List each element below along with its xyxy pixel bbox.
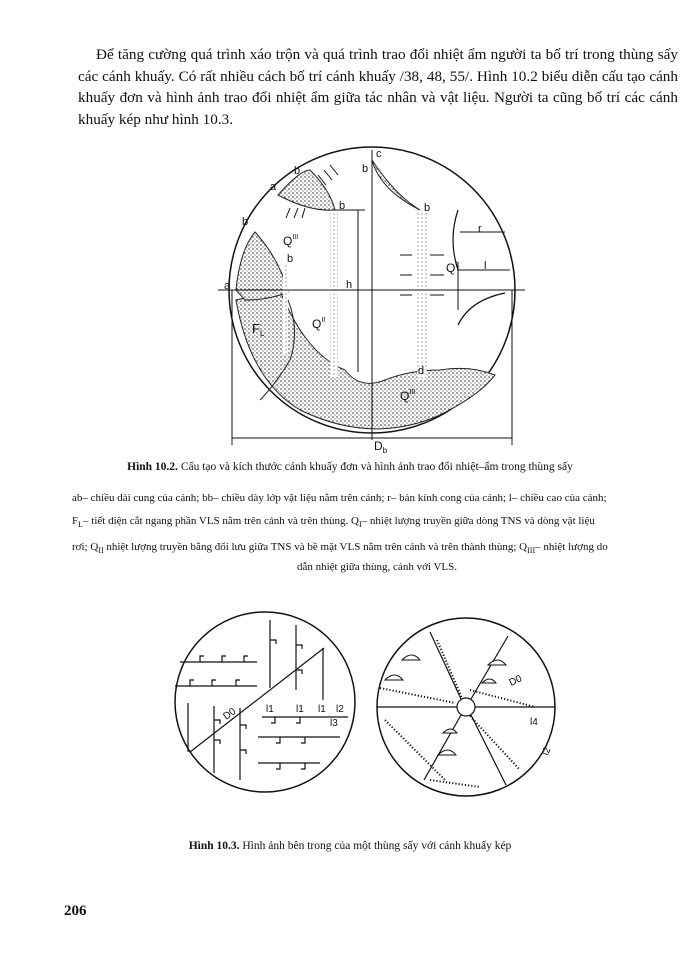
figure-10-3-caption — [0, 840, 700, 852]
legend-line — [72, 510, 682, 536]
label-d0: D0 — [221, 706, 239, 723]
label-l4: l4 — [530, 717, 538, 728]
drum-right — [377, 618, 555, 796]
legend-fl-sub: L — [78, 520, 84, 529]
label-q3: Q — [283, 234, 293, 248]
label-b: b — [362, 163, 369, 175]
label-c: c — [376, 148, 382, 160]
label-db-sub: b — [382, 446, 388, 455]
intro-paragraph-text: Để tăng cường quá trình xáo trộn và quá trình trao đổi nhiệt ẩm người ta bố trí trong thùng sấy các cánh khuấy. Có rất nhiều cách bố trí cánh khuấy /38, 48, 55/. Hình 10.2 biểu diễn cấu tạo cánh khuấy đơn và hình ảnh trao đổi nhiệt ẩm giữa tác nhân và vật liệu. Người ta cũng bố trí các cánh khuấy kép như hình 10.3. — [78, 46, 678, 128]
label-q3: Q — [400, 389, 410, 403]
legend-text: – tiết diện cắt ngang phần VLS nằm trên cánh và trên thùng. Q — [83, 515, 359, 527]
label-q2: Q — [312, 317, 322, 331]
label-l: l — [484, 260, 487, 272]
caption-text: Hình ảnh bên trong của một thùng sấy với cánh khuấy kép — [239, 840, 512, 852]
label-l1: l1 — [266, 704, 274, 715]
label-l1: l1 — [318, 704, 326, 715]
label-l3: l3 — [330, 718, 338, 729]
figure-10-3-diagram — [0, 600, 700, 810]
caption-label: Hình 10.2. — [127, 461, 178, 473]
label-l1: l1 — [296, 704, 304, 715]
drum-left — [175, 612, 355, 792]
svg-text:Db — [374, 439, 388, 455]
caption-label: Hình 10.3. — [188, 840, 240, 852]
label-q1-sup: I — [455, 261, 458, 268]
label-q3-sup: III — [409, 389, 416, 396]
label-d0: D0 — [507, 673, 524, 689]
svg-text:QI — [446, 261, 457, 275]
label-fl: F — [252, 321, 260, 336]
label-q1: Q — [446, 261, 456, 275]
label-b: b — [294, 165, 301, 177]
legend-text: rơi; Q — [72, 541, 99, 553]
label-q3-sup: III — [292, 234, 299, 241]
svg-text:QII — [312, 317, 325, 331]
legend-text: – nhiệt lượng do — [535, 541, 608, 553]
label-h: h — [346, 279, 353, 291]
figure-10-2-diagram — [0, 0, 700, 460]
label-r: r — [478, 223, 482, 235]
label-l2: l2 — [540, 745, 554, 758]
label-b: b — [424, 202, 431, 214]
label-b: b — [242, 216, 249, 228]
label-a: a — [224, 280, 231, 292]
legend-q2-sub: II — [98, 546, 104, 555]
label-a: a — [270, 181, 277, 193]
label-d: d — [418, 365, 425, 377]
figure-10-2-legend — [72, 487, 682, 579]
legend-line: dẫn nhiệt giữa thùng, cánh với VLS. — [296, 561, 458, 573]
label-q2-sup: II — [321, 317, 326, 324]
legend-fl: F — [72, 515, 79, 527]
label-fl-sub: L — [259, 329, 265, 338]
label-l2: l2 — [336, 704, 344, 715]
legend-text: – nhiệt lượng truyền giữa dòng TNS và dòng vật liệu — [361, 515, 595, 527]
label-b: b — [287, 253, 294, 265]
legend-line: ab– chiều dài cung của cánh; bb– chiều dày lớp vật liệu nằm trên cánh; r– bán kính cong của cánh; l– chiều cao của cánh; — [72, 492, 607, 504]
page-number: 206 — [64, 903, 87, 919]
svg-text:QIII — [283, 234, 298, 248]
figure-10-2-caption — [0, 461, 700, 473]
legend-text: nhiệt lượng truyền bằng đối lưu giữa TNS và bề mặt VLS nằm trên cánh và trên thành thùng; Q — [103, 541, 528, 553]
label-b: b — [339, 200, 346, 212]
legend-q1-sub: I — [358, 520, 362, 529]
label-db: D — [374, 439, 383, 453]
caption-text: Cấu tạo và kích thước cánh khuấy đơn và hình ảnh trao đổi nhiệt–ẩm trong thùng sấy — [177, 461, 573, 473]
legend-q3-sub: III — [527, 546, 536, 555]
